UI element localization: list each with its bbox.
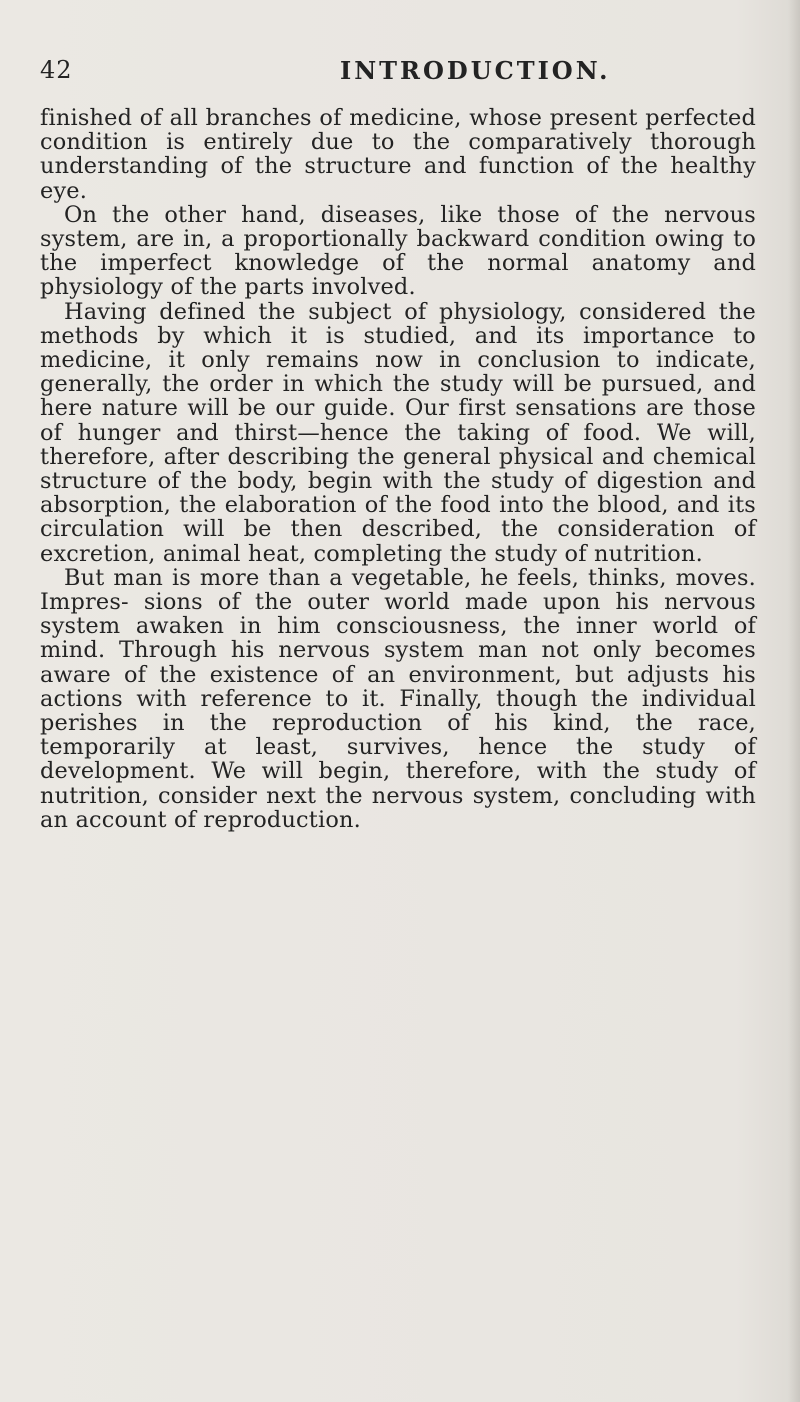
paragraph-continuation: finished of all branches of medicine, whose present perfected condition is entirely due to the comparatively thorough understanding of the structure and function of the healthy eye. (40, 105, 756, 204)
running-head: INTRODUCTION. (340, 56, 611, 85)
paragraph-order-of-study: Having defined the subject of physiology, considered the methods by which it is studied, and its importance to medicine, it only remains now in conclusion to indicate, generally, the order in which the study will be pursued, and here nature will be our guide. Our first sensations are those of hunger and thirst—hence the taking of food. We will, therefore, after describing the general physical and chemical structure of the body, begin with the study of digestion and absorption, the elaboration of the food into the blood, and its circulation will be then described, the consideration of excretion, animal heat, completing the study of nutrition. (40, 298, 756, 567)
page-edge-shadow (788, 0, 800, 1402)
page-number: 42 (40, 56, 73, 84)
page-header (40, 56, 760, 96)
paragraph-man-feels-thinks: But man is more than a vegetable, he feels, thinks, moves. Impres- sions of the outer world made upon his nervous system awaken in him consciousness, the inner world of mind. Through his nervous system man not only becomes aware of the existence of an environment, but adjusts his actions with reference to it. Finally, though the individual perishes in the reproduction of his kind, the race, temporarily at least, survives, hence the study of development. We will begin, therefore, with the study of nutrition, consider next the nervous system, concluding with an account of reproduction. (40, 564, 756, 833)
body-text (40, 106, 756, 832)
paragraph-nervous-diseases: On the other hand, diseases, like those of the nervous system, are in, a proportionally backward condition owing to the imperfect knowledge of the normal anatomy and physiology of the parts involved. (40, 201, 756, 301)
